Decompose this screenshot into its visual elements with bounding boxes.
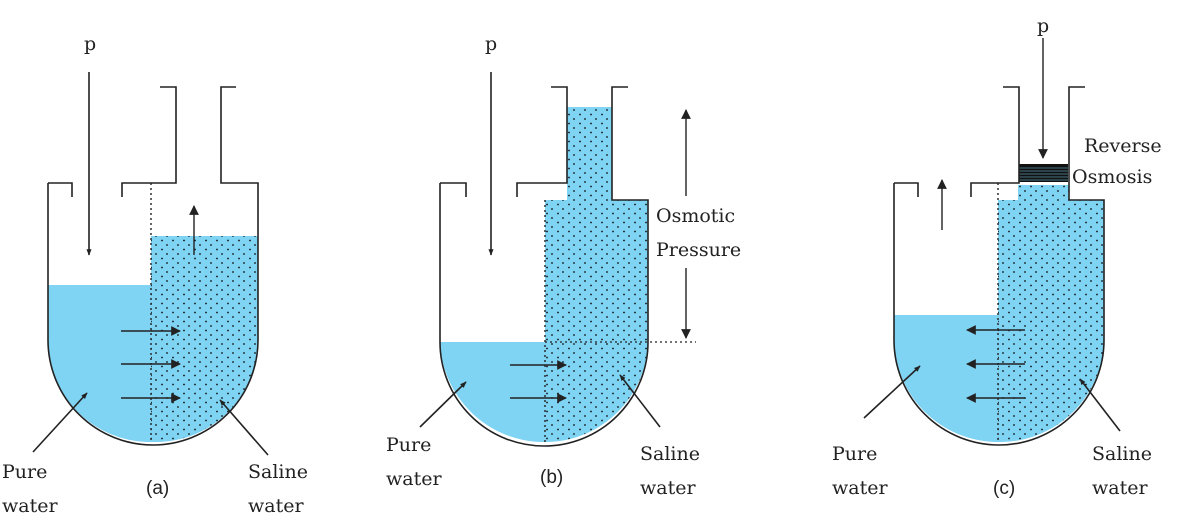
osmotic-pressure-label-line1: Osmotic xyxy=(656,205,736,227)
panel-b xyxy=(386,33,762,499)
vessel-neck-left xyxy=(971,87,1019,197)
pure-water-fill xyxy=(894,315,998,442)
saline-water-dots xyxy=(998,185,1104,442)
panel-caption: (c) xyxy=(993,478,1016,499)
panel-caption: (b) xyxy=(540,467,564,488)
pure-water-label-line1: Pure xyxy=(832,443,878,465)
saline-water-pointer xyxy=(220,400,268,455)
pressure-symbol: p xyxy=(84,33,97,55)
panel-a xyxy=(2,33,308,517)
saline-water-label-line1: Saline xyxy=(640,443,700,465)
reverse-osmosis-piston xyxy=(1019,164,1068,182)
saline-water-label-line1: Saline xyxy=(248,461,308,483)
pure-water-label-line1: Pure xyxy=(386,434,432,456)
panel-caption: (a) xyxy=(146,478,170,499)
osmotic-pressure-label-line2: Pressure xyxy=(656,239,742,261)
pressure-symbol: p xyxy=(1037,15,1050,37)
vessel-neck-left xyxy=(517,87,567,197)
vessel-stub xyxy=(440,183,466,197)
vessel-neck-left xyxy=(122,87,176,197)
saline-water-dots xyxy=(151,236,258,442)
saline-water-label-line2: water xyxy=(248,495,304,517)
pressure-symbol: p xyxy=(485,33,498,55)
pure-water-label-line2: water xyxy=(2,495,58,517)
saline-water-label-line1: Saline xyxy=(1092,443,1152,465)
vessel-stub xyxy=(48,183,72,197)
pure-water-pointer xyxy=(33,393,87,452)
pure-water-label-line1: Pure xyxy=(2,461,48,483)
saline-water-label-line2: water xyxy=(1092,477,1148,499)
pure-water-label-line2: water xyxy=(386,468,442,490)
reverse-osmosis-label-line2: Osmosis xyxy=(1072,166,1153,188)
reverse-osmosis-label-line1: Reverse xyxy=(1084,135,1162,157)
pure-water-label-line2: water xyxy=(832,477,888,499)
panel-c xyxy=(832,15,1162,499)
saline-water-pointer xyxy=(1080,379,1120,431)
saline-water-label-line2: water xyxy=(640,477,696,499)
pure-water-pointer xyxy=(420,382,466,427)
vessel-stub xyxy=(894,183,918,197)
